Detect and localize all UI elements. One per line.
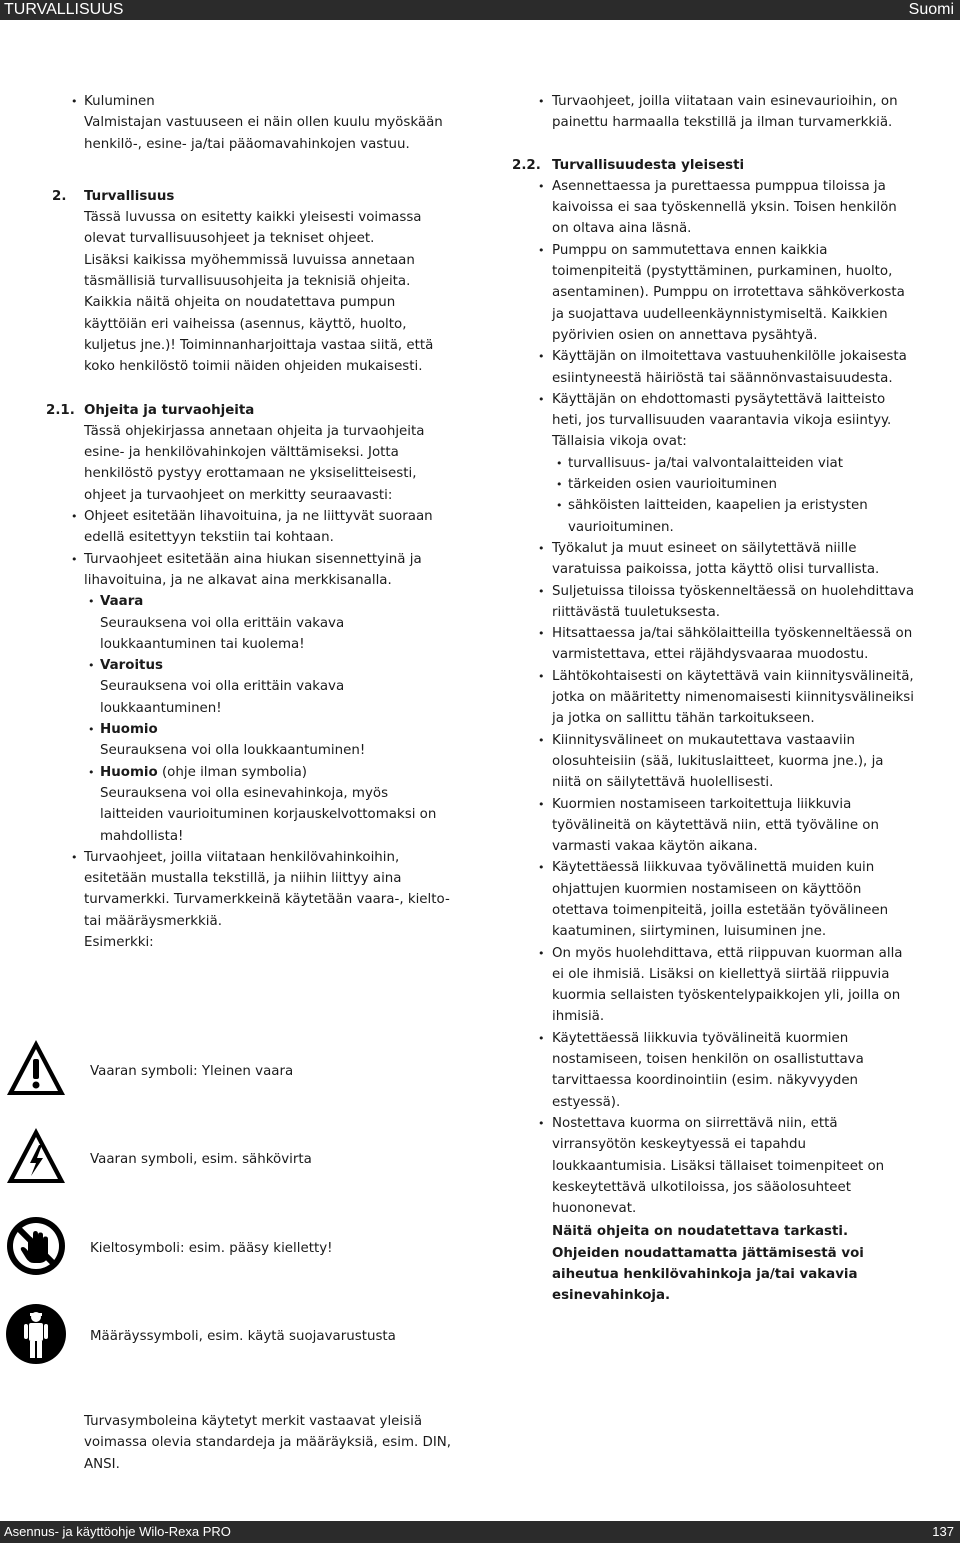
sub-item-varoitus: • Varoitus Seurauksena voi olla erittäin vakava loukkaantuminen!: [100, 655, 454, 719]
final-warning: Näitä ohjeita on noudatettava tarkasti. Ohjeiden noudattamatta jättämisestä voi aiheutua henkilövahinkoja ja/tai vakavia esinevahinkoja.: [552, 1224, 864, 1304]
sub-item-vaara: • Vaara Seurauksena voi olla erittäin vakava loukkaantuminen tai kuolema!: [100, 591, 454, 655]
list-item: • Nostettava kuorma on siirrettävä niin, että virransyötön keskeytyessä ei tapahdu loukkaantumisia. Lisäksi tällaiset toimenpiteet on keskeytettävä ulkotiloissa, jos sääolosuhteet huononevat.: [552, 1113, 917, 1219]
symbol-label: Kieltosymboli: esim. pääsy kielletty!: [90, 1241, 333, 1256]
symbols-note: Turvasymboleina käytetyt merkit vastaavat yleisiä voimassa olevia standardeja ja määräyksiä, esim. DIN, ANSI.: [84, 1414, 452, 1472]
right-column: [512, 91, 917, 1307]
list-item: • Käytettäessä liikkuvaa työvälinettä muiden kuin ohjattujen kuormien nostamiseen on käyttöön otettava toimenpiteitä, joilla estetään työvälineen kaatuminen, siirtyminen, luisuminen jne.: [552, 857, 917, 942]
list-item: • Lähtökohtaisesti on käytettävä vain kiinnitysvälineitä, jotka on määritetty nimenomaisesti kiinnitysvälineiksi ja jotka on sallittu tähän tarkoitukseen.: [552, 666, 917, 730]
paragraph: Kaikkia näitä ohjeita on noudatettava pumpun käyttöiän eri vaiheissa (asennus, käyttö, huolto, kuljetus jne.)! Toiminnanharjoittaja vastaa siitä, että koko henkilöstö toimii näiden ohjeiden mukaisesti.: [84, 295, 434, 375]
list-item: • Pumppu on sammutettava ennen kaikkia toimenpiteitä (pystyttäminen, purkaminen, huolto, asentaminen). Pumppu on irrotettava sähköverkosta ja suojattava uudelleenkäynnistymiseltä. Kaikkien pyörivien osien on annettava pysähtyä.: [552, 240, 917, 346]
footer-manual-title: Asennus- ja käyttöohje Wilo-Rexa PRO: [4, 1524, 231, 1539]
no-entry-hand-icon: [4, 1214, 68, 1278]
list-item: • Turvaohjeet, joilla viitataan henkilövahinkoihin, esitetään mustalla tekstillä, ja niihin liittyy aina turvamerkki. Turvamerkkeinä käytetään vaara-, kielto- tai määräysmerkkiä. Esimerkki:: [84, 847, 454, 953]
page-header: [0, 0, 960, 20]
list-item: • Ohjeet esitetään lihavoituina, ja ne liittyvät suoraan edellä esitettyyn tekstiin tai kohtaan.: [84, 506, 454, 549]
section-title: Ohjeita ja turvaohjeita: [84, 402, 255, 418]
list-item: • Kuormien nostamiseen tarkoitettuja liikkuvia työvälineitä on käytettävä niin, että työväline on varmasti vakaa käytön aikana.: [552, 794, 917, 858]
page-number: 137: [932, 1524, 954, 1539]
sub-item: • tärkeiden osien vaurioituminen: [568, 474, 917, 495]
paragraph: Lisäksi kaikissa myöhemmissä luvuissa annetaan täsmällisiä turvallisuusohjeita ja teknisiä ohjeita.: [84, 252, 415, 290]
electric-hazard-icon: [4, 1125, 68, 1187]
list-item: • Hitsattaessa ja/tai sähkölaitteilla työskenneltäessä on varmistettava, ettei räjähdysvaaraa muodostu.: [552, 623, 917, 666]
list-item: • Kiinnitysvälineet on mukautettava vastaaviin olosuhteisiin (sää, lukituslaitteet, kuorma jne.), ja niitä on säilytettävä huolellisesti.: [552, 730, 917, 794]
section-2: [52, 186, 454, 378]
sub-item: • sähköisten laitteiden, kaapelien ja eristysten vaurioituminen.: [568, 495, 917, 538]
symbol-row-prohibition: [4, 1214, 464, 1284]
list-item: • Käyttäjän on ilmoitettava vastuuhenkilölle jokaisesta esiintyneestä häiriöstä tai säännönvastaisuudesta.: [552, 346, 917, 389]
symbol-label: Vaaran symboli, esim. sähkövirta: [90, 1152, 312, 1167]
protective-equipment-icon: [4, 1302, 68, 1366]
section-title: Turvallisuudesta yleisesti: [552, 157, 745, 173]
list-item: • Käyttäjän on ehdottomasti pysäytettävä laitteisto heti, jos turvallisuuden vaarantavia vikoja esiintyy. Tällaisia vikoja ovat: • turvallisuus- ja/tai valvontalaitteiden viat • tärkeiden osien vaurioituminen • sähköisten laitteiden, kaapelien ja eristysten vaurioituminen.: [552, 389, 917, 538]
symbol-row-mandatory: [4, 1302, 464, 1372]
paragraph: Tässä luvussa on esitetty kaikki yleisesti voimassa olevat turvallisuusohjeet ja tekniset ohjeet.: [84, 210, 422, 247]
list-item: • Suljetuissa tiloissa työskenneltäessä on huolehdittava riittävästä tuuletuksesta.: [552, 581, 917, 624]
header-section-title: TURVALLISUUS: [4, 1, 124, 18]
section-2-2: [512, 155, 917, 1307]
section-number: 2.: [52, 188, 67, 204]
sub-item-huomio: • Huomio Seurauksena voi olla loukkaantuminen!: [100, 719, 454, 762]
warning-triangle-icon: [4, 1037, 68, 1099]
sub-item: • turvallisuus- ja/tai valvontalaitteiden viat: [568, 453, 917, 474]
list-item: • Turvaohjeet esitetään aina hiukan sisennettyinä ja lihavoituina, ja ne alkavat aina merkkisanalla. • Vaara Seurauksena voi olla erittäin vakava loukkaantuminen tai kuolema! • Varoitus Seurauksena voi olla erittäin vakava loukkaantuminen! • Huomio Seurauksena voi olla loukkaantuminen! • Huomio (ohje ilman symbolia) Seurauksena voi olla esinevahinkoja, myös laitteiden vaurioituminen korjauskelvottomaksi on mahdollista!: [84, 549, 454, 847]
paragraph: Tässä ohjekirjassa annetaan ohjeita ja turvaohjeita esine- ja henkilövahinkojen välttämiseksi. Jotta henkilöstö pystyy erottamaan ne yksiselitteisesti, ohjeet ja turvaohjeet on merkitty seuraavasti:: [84, 423, 425, 503]
section-2-1: [46, 400, 454, 954]
list-item-kuluminen: • Kuluminen Valmistajan vastuuseen ei näin ollen kuulu myöskään henkilö-, esine- ja/tai pääomavahinkojen vastuu.: [84, 91, 454, 155]
list-item: • Käytettäessä liikkuvia työvälineitä kuormien nostamiseen, toisen henkilön on osallistuttava tarvittaessa koordinointiin (esim. näkyvyyden estyessä).: [552, 1028, 917, 1113]
section-number: 2.2.: [512, 157, 541, 173]
symbol-row-general-danger: [4, 1037, 464, 1107]
list-item: • Turvaohjeet, joilla viitataan vain esinevaurioihin, on painettu harmaalla tekstillä ja ilman turvamerkkiä.: [552, 91, 917, 134]
symbol-label: Vaaran symboli: Yleinen vaara: [90, 1064, 294, 1079]
list-item: • Työkalut ja muut esineet on säilytettävä niille varatuissa paikoissa, jotta käyttö olisi turvallista.: [552, 538, 917, 581]
section-number: 2.1.: [46, 402, 75, 418]
left-column: [46, 91, 454, 953]
examples-label: Esimerkki:: [84, 934, 154, 950]
list-item: • Asennettaessa ja purettaessa pumppua tiloissa ja kaivoissa ei saa työskennellä yksin. Toisen henkilön on oltava aina läsnä.: [552, 176, 917, 240]
symbol-row-electric: [4, 1125, 464, 1195]
list-item: • On myös huolehdittava, että riippuvan kuorman alla ei ole ihmisiä. Lisäksi on kiellettyä siirtää riippuvia kuormia sellaisten työskentelypaikkojen yli, joilla on ihmisiä.: [552, 943, 917, 1028]
page-footer: [0, 1521, 960, 1543]
section-title: Turvallisuus: [84, 188, 175, 204]
header-language: Suomi: [908, 1, 954, 18]
symbol-label: Määräyssymboli, esim. käytä suojavarustusta: [90, 1329, 396, 1344]
sub-item-huomio-no-symbol: • Huomio (ohje ilman symbolia) Seurauksena voi olla esinevahinkoja, myös laitteiden vaurioituminen korjauskelvottomaksi on mahdollista!: [100, 762, 454, 847]
